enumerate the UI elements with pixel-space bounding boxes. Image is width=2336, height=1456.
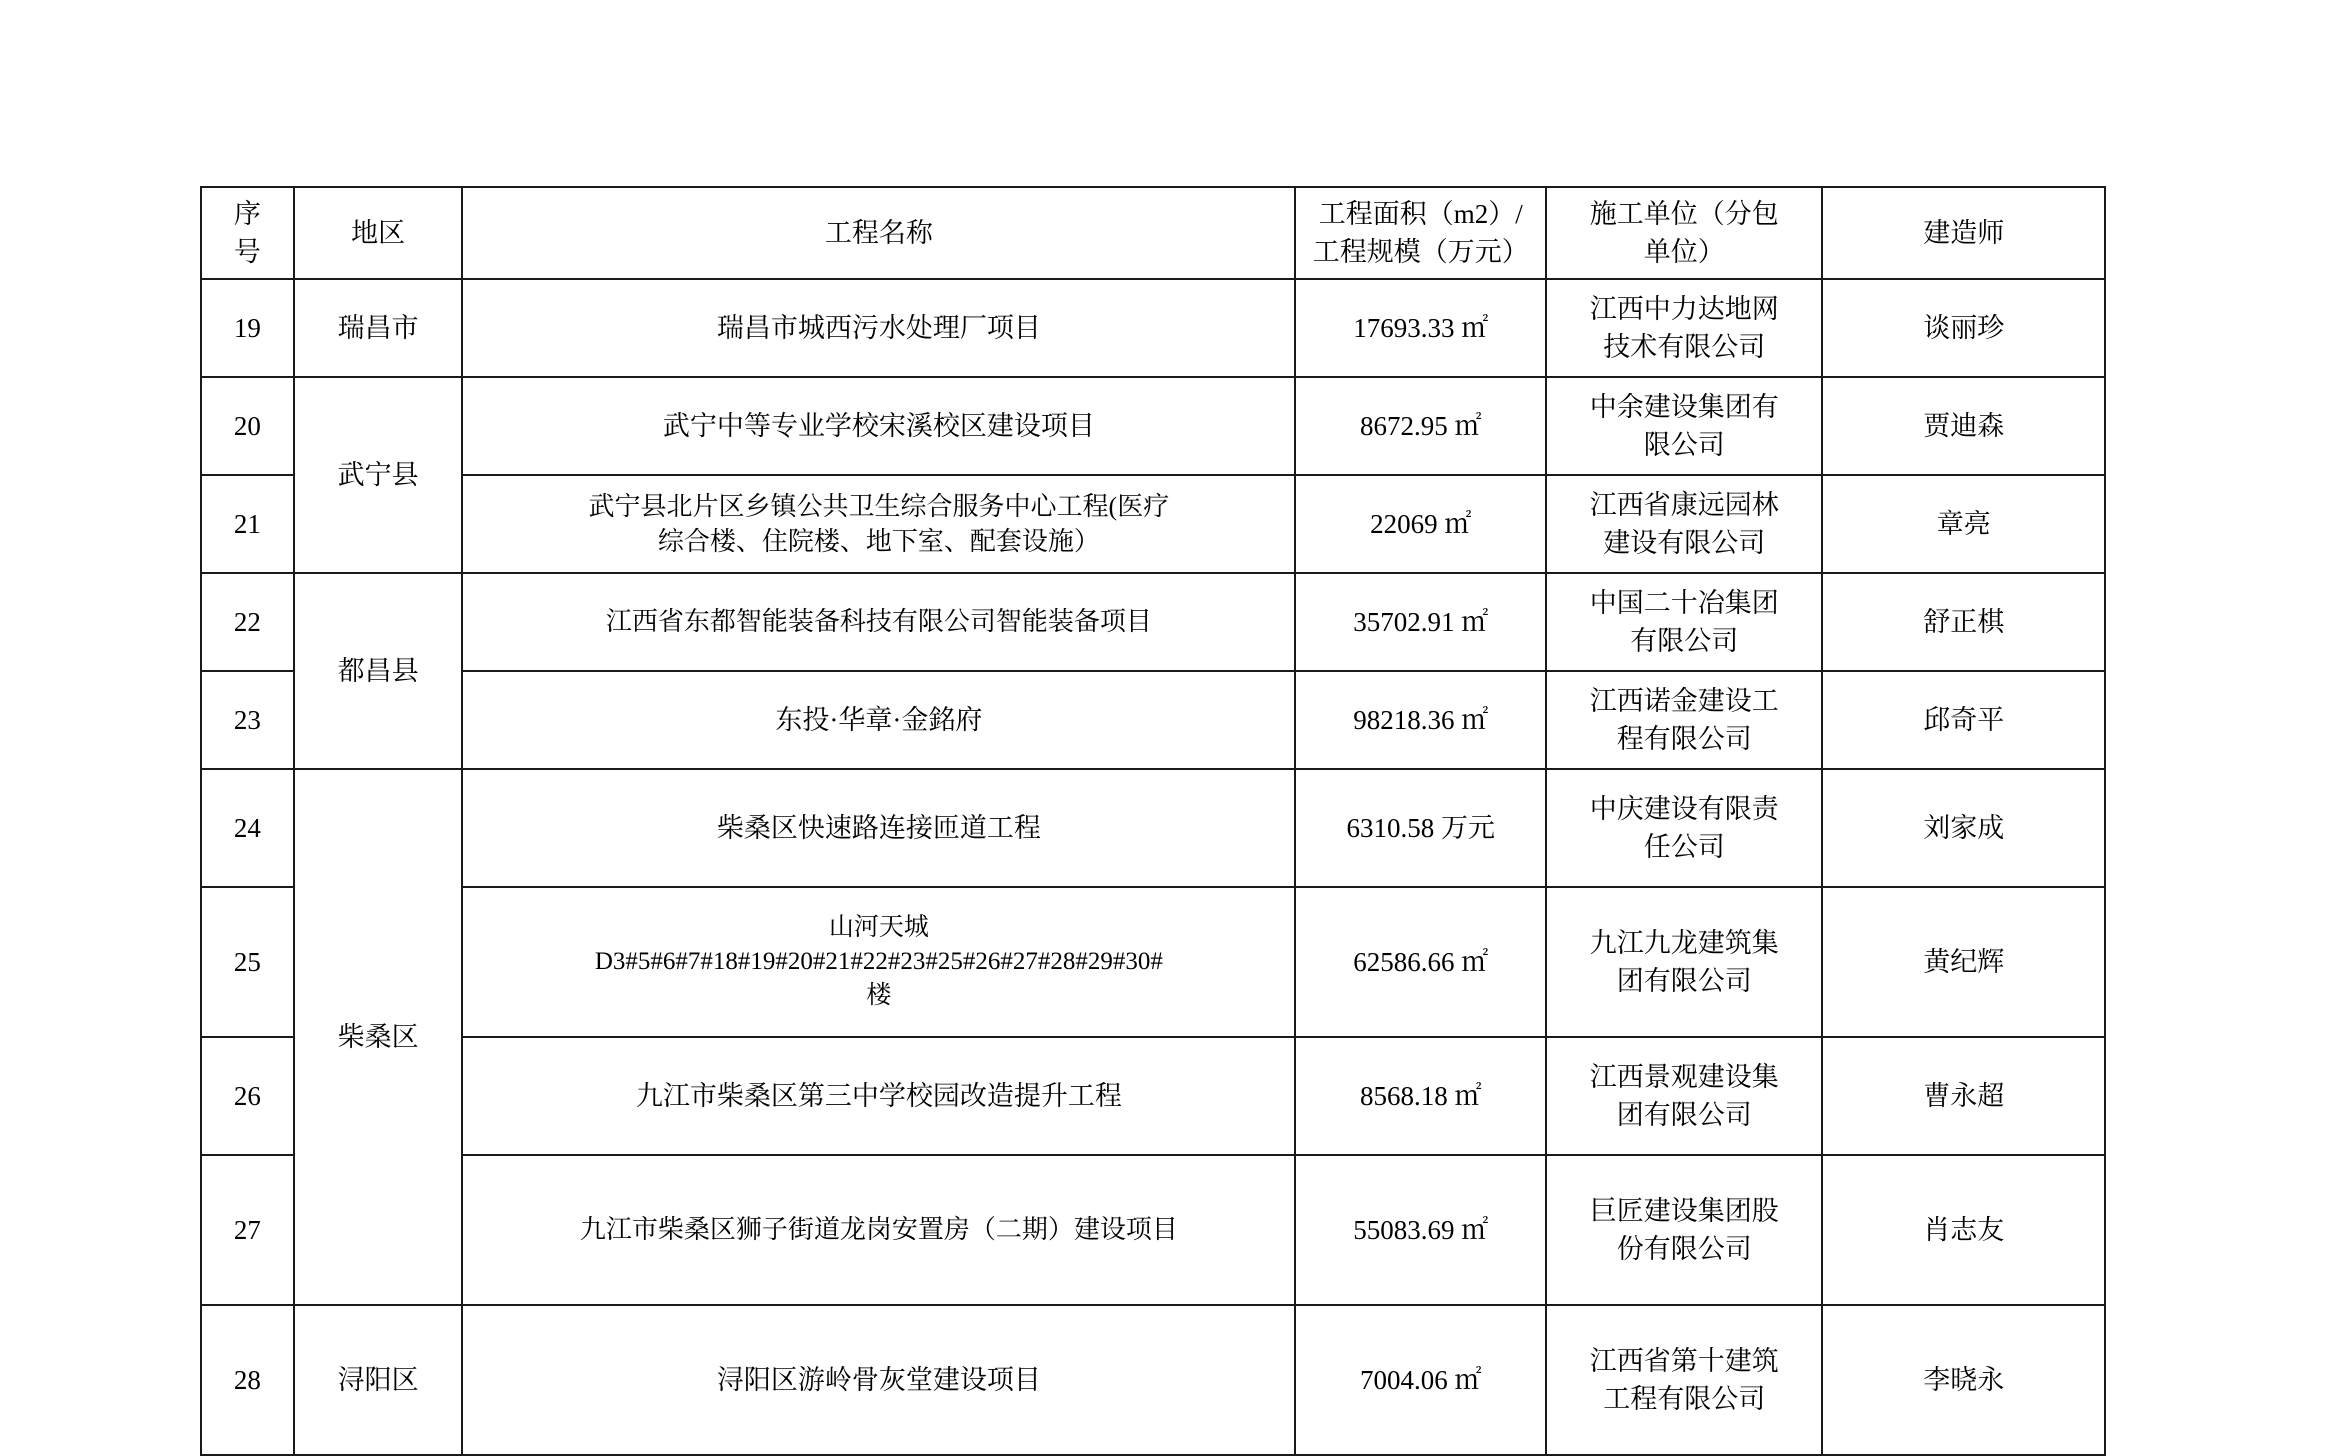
cell-scale: 98218.36 ㎡ [1295, 671, 1546, 769]
cell-unit-line2: 建设有限公司 [1603, 528, 1766, 558]
header-project-name: 工程名称 [462, 187, 1295, 279]
cell-index: 26 [201, 1037, 294, 1155]
cell-project-name: 九江市柴桑区狮子街道龙岗安置房（二期）建设项目 [462, 1155, 1295, 1305]
cell-engineer: 肖志友 [1822, 1155, 2105, 1305]
table-row [201, 1037, 2105, 1155]
cell-construction-unit [1546, 279, 1822, 377]
cell-construction-unit [1546, 1305, 1822, 1455]
cell-index: 19 [201, 279, 294, 377]
cell-unit-line2: 技术有限公司 [1603, 332, 1766, 362]
cell-project-name: 九江市柴桑区第三中学校园改造提升工程 [462, 1037, 1295, 1155]
cell-construction-unit [1546, 671, 1822, 769]
cell-project-name-line3: 楼 [866, 981, 892, 1009]
cell-project-name: 武宁中等专业学校宋溪校区建设项目 [462, 377, 1295, 475]
cell-region: 都昌县 [294, 573, 463, 769]
cell-scale: 8568.18 ㎡ [1295, 1037, 1546, 1155]
cell-index: 23 [201, 671, 294, 769]
table-row [201, 1155, 2105, 1305]
header-region: 地区 [294, 187, 463, 279]
cell-engineer: 贾迪森 [1822, 377, 2105, 475]
header-unit-line1: 施工单位（分包 [1589, 198, 1779, 229]
project-table [200, 186, 2106, 1456]
cell-scale: 62586.66 ㎡ [1295, 887, 1546, 1037]
cell-scale: 8672.95 ㎡ [1295, 377, 1546, 475]
cell-engineer: 舒正棋 [1822, 573, 2105, 671]
cell-scale: 35702.91 ㎡ [1295, 573, 1546, 671]
cell-unit-line1: 中国二十冶集团 [1589, 587, 1779, 618]
cell-index: 22 [201, 573, 294, 671]
cell-project-name-line2: D3#5#6#7#18#19#20#21#22#23#25#26#27#28#29#30# [594, 948, 1163, 976]
cell-unit-line2: 团有限公司 [1616, 1100, 1752, 1130]
cell-project-name: 浔阳区游岭骨灰堂建设项目 [462, 1305, 1295, 1455]
cell-project-name: 瑞昌市城西污水处理厂项目 [462, 279, 1295, 377]
cell-engineer: 章亮 [1822, 475, 2105, 573]
cell-unit-line2: 程有限公司 [1616, 724, 1752, 754]
cell-project-name [462, 887, 1295, 1037]
cell-region: 瑞昌市 [294, 279, 463, 377]
table-row [201, 671, 2105, 769]
cell-index: 27 [201, 1155, 294, 1305]
cell-project-name: 江西省东都智能装备科技有限公司智能装备项目 [462, 573, 1295, 671]
cell-index: 28 [201, 1305, 294, 1455]
table-row [201, 377, 2105, 475]
cell-scale: 6310.58 万元 [1295, 769, 1546, 887]
cell-unit-line1: 江西中力达地网 [1589, 293, 1779, 324]
cell-project-name-line2: 综合楼、住院楼、地下室、配套设施） [657, 527, 1100, 556]
header-scale-line2: 工程规模（万元） [1312, 237, 1529, 267]
cell-construction-unit [1546, 573, 1822, 671]
header-scale-line1: 工程面积（m2）/ [1318, 198, 1523, 229]
cell-construction-unit [1546, 1037, 1822, 1155]
table-header-row [201, 187, 2105, 279]
cell-construction-unit [1546, 377, 1822, 475]
cell-unit-line1: 江西景观建设集 [1589, 1061, 1779, 1092]
cell-project-name: 东投·华章·金銘府 [462, 671, 1295, 769]
cell-unit-line2: 任公司 [1643, 832, 1725, 862]
header-index [201, 187, 294, 279]
cell-project-name: 柴桑区快速路连接匝道工程 [462, 769, 1295, 887]
cell-unit-line2: 有限公司 [1630, 626, 1739, 656]
table-row [201, 769, 2105, 887]
cell-construction-unit [1546, 1155, 1822, 1305]
cell-unit-line1: 中庆建设有限责 [1589, 793, 1779, 824]
cell-construction-unit [1546, 769, 1822, 887]
cell-engineer: 刘家成 [1822, 769, 2105, 887]
header-scale [1295, 187, 1546, 279]
cell-unit-line1: 中余建设集团有 [1589, 391, 1779, 422]
cell-unit-line1: 九江九龙建筑集 [1589, 927, 1779, 958]
cell-unit-line2: 份有限公司 [1616, 1234, 1752, 1264]
header-construction-unit [1546, 187, 1822, 279]
table-row [201, 1305, 2105, 1455]
cell-unit-line2: 限公司 [1643, 430, 1725, 460]
header-index-line2: 号 [233, 237, 261, 267]
cell-construction-unit [1546, 475, 1822, 573]
cell-region: 武宁县 [294, 377, 463, 573]
cell-unit-line2: 团有限公司 [1616, 966, 1752, 996]
cell-engineer: 曹永超 [1822, 1037, 2105, 1155]
cell-unit-line1: 巨匠建设集团股 [1589, 1195, 1779, 1226]
cell-engineer: 谈丽珍 [1822, 279, 2105, 377]
header-engineer: 建造师 [1822, 187, 2105, 279]
cell-engineer: 李晓永 [1822, 1305, 2105, 1455]
cell-region: 浔阳区 [294, 1305, 463, 1455]
header-unit-line2: 单位） [1643, 237, 1725, 267]
table-row [201, 475, 2105, 573]
cell-scale: 7004.06 ㎡ [1295, 1305, 1546, 1455]
cell-unit-line2: 工程有限公司 [1603, 1384, 1766, 1414]
cell-region: 柴桑区 [294, 769, 463, 1305]
cell-project-name-line1: 山河天城 [828, 914, 929, 942]
project-table-container [200, 186, 2106, 1456]
cell-scale: 22069 ㎡ [1295, 475, 1546, 573]
cell-unit-line1: 江西省第十建筑 [1589, 1345, 1779, 1376]
header-index-line1: 序 [233, 198, 261, 229]
cell-construction-unit [1546, 887, 1822, 1037]
cell-index: 21 [201, 475, 294, 573]
cell-scale: 55083.69 ㎡ [1295, 1155, 1546, 1305]
cell-unit-line1: 江西省康远园林 [1589, 489, 1779, 520]
table-row [201, 279, 2105, 377]
cell-scale: 17693.33 ㎡ [1295, 279, 1546, 377]
cell-project-name [462, 475, 1295, 573]
cell-unit-line1: 江西诺金建设工 [1589, 685, 1779, 716]
cell-engineer: 黄纪辉 [1822, 887, 2105, 1037]
cell-index: 24 [201, 769, 294, 887]
cell-index: 25 [201, 887, 294, 1037]
table-row [201, 887, 2105, 1037]
cell-project-name-line1: 武宁县北片区乡镇公共卫生综合服务中心工程(医疗 [588, 491, 1170, 521]
cell-index: 20 [201, 377, 294, 475]
table-body [201, 279, 2105, 1455]
cell-engineer: 邱奇平 [1822, 671, 2105, 769]
table-row [201, 573, 2105, 671]
table-header [201, 187, 2105, 279]
